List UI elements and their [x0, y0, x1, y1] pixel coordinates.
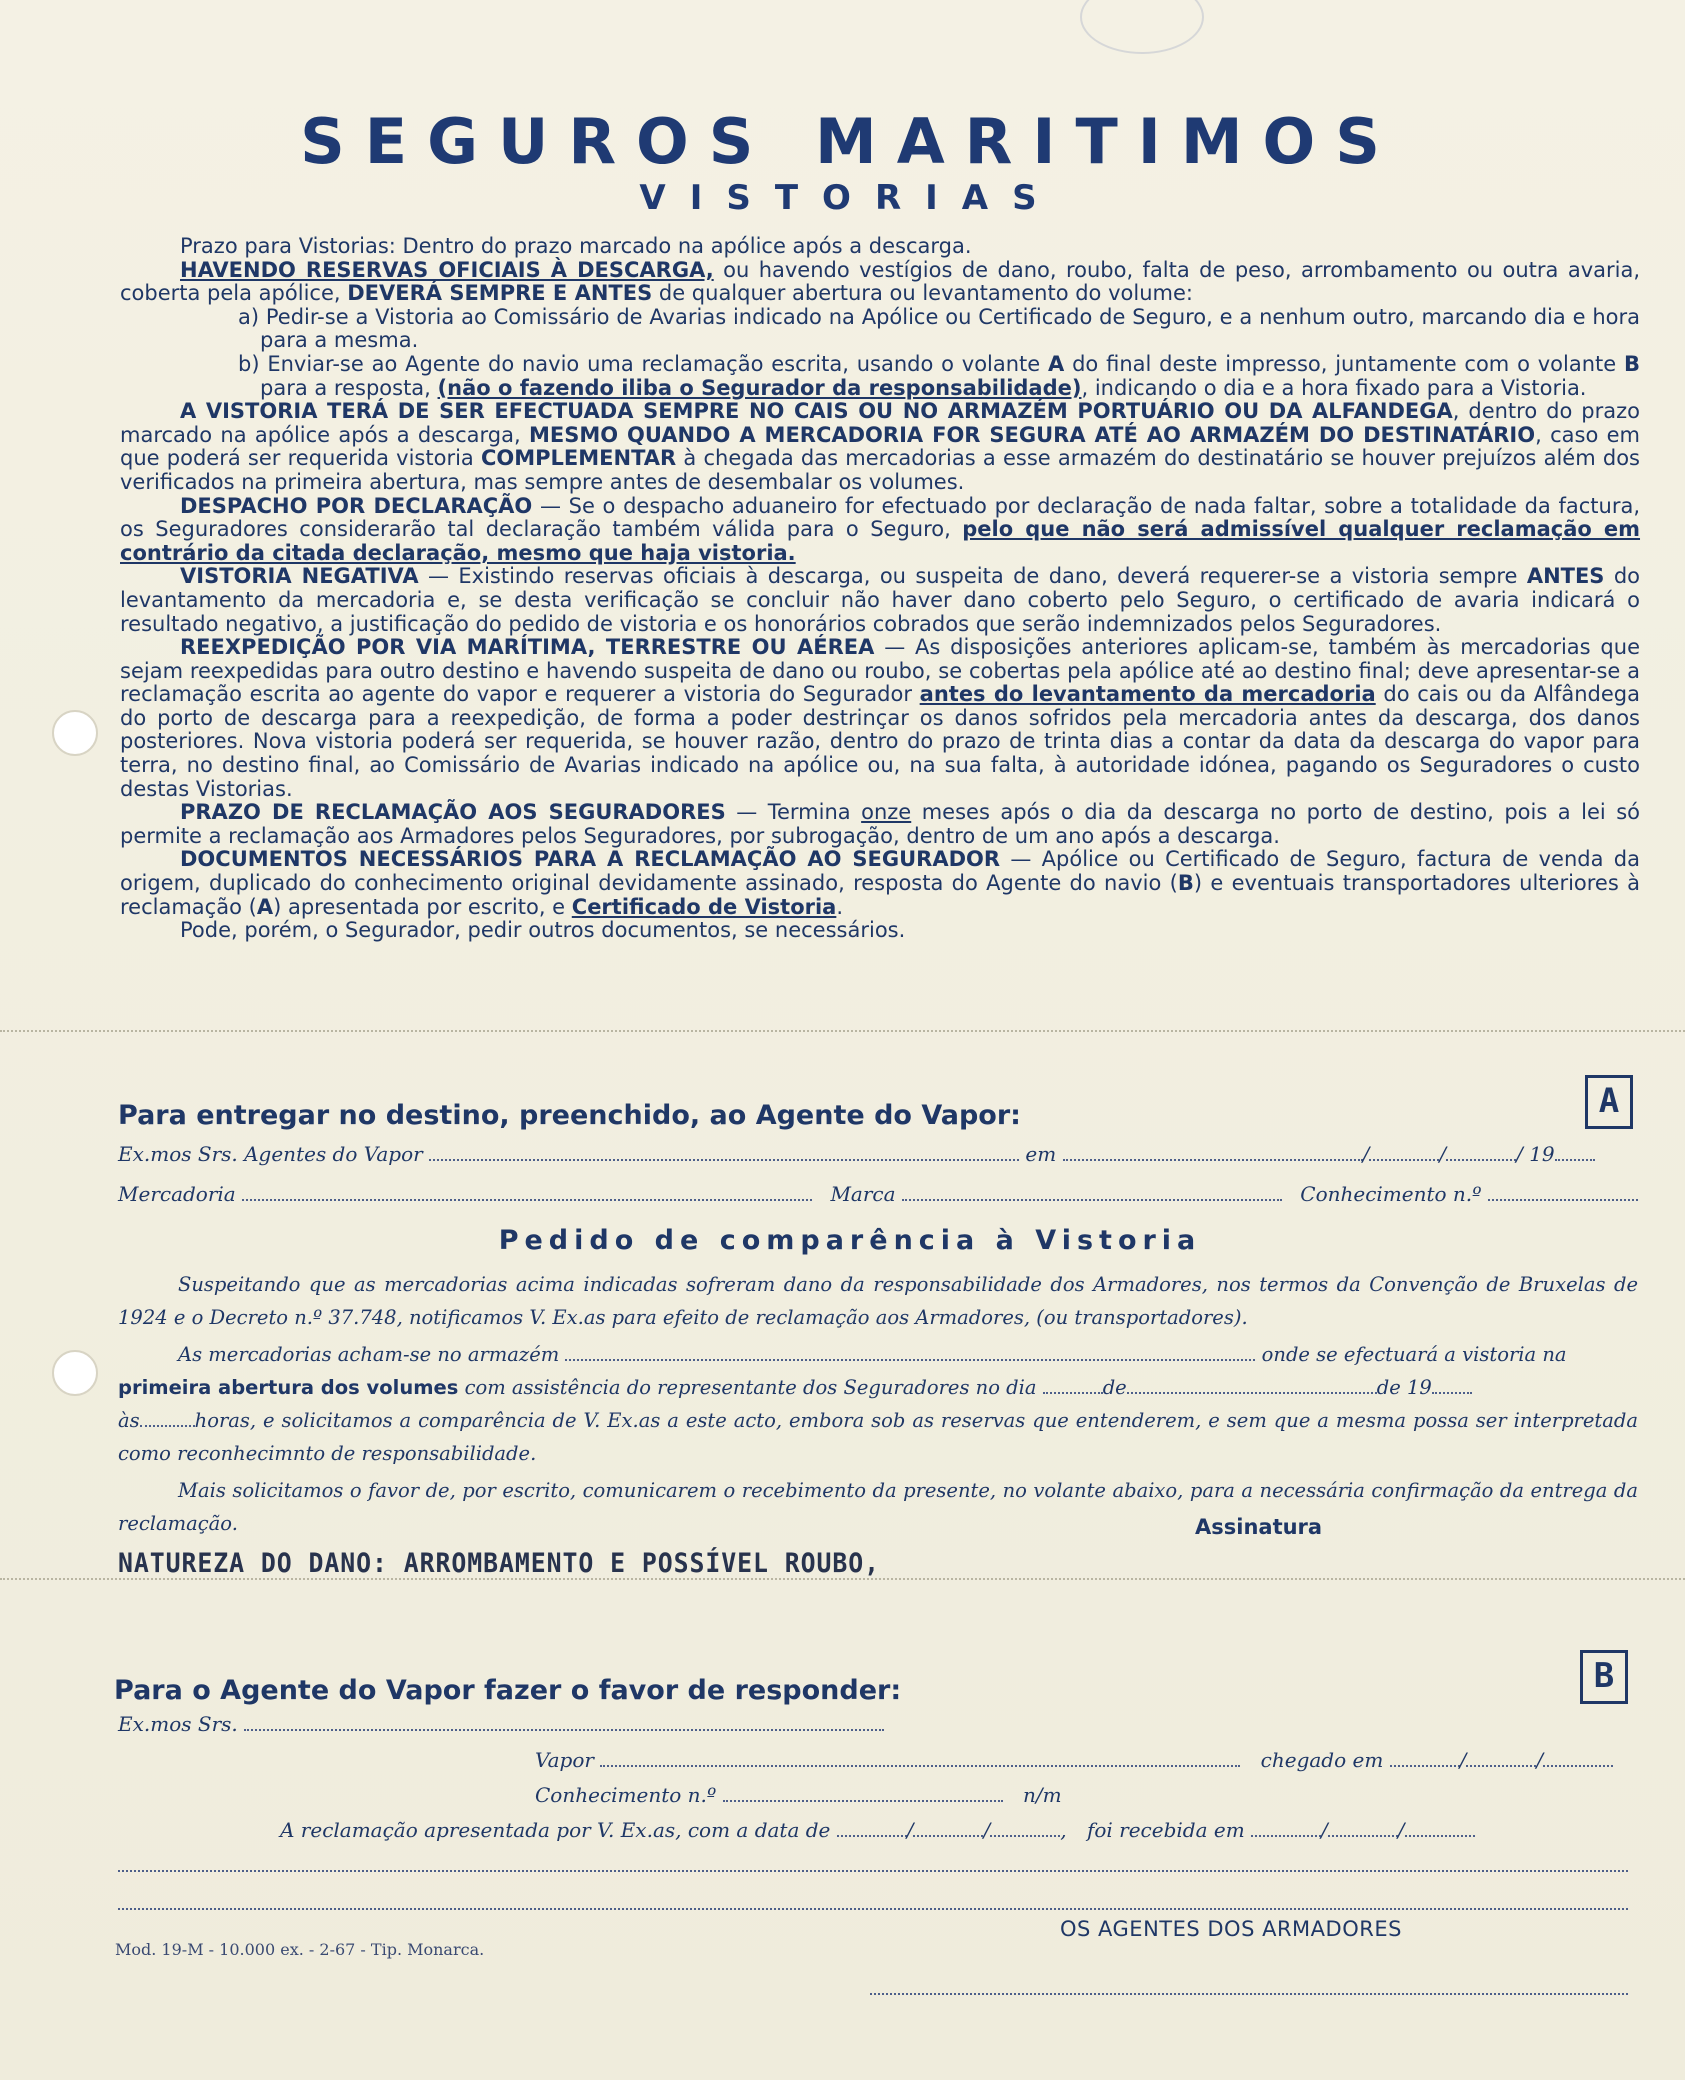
- field-label: Vapor: [535, 1748, 594, 1772]
- exmos-field[interactable]: [244, 1715, 884, 1731]
- date-field[interactable]: [1466, 1751, 1536, 1767]
- terms-bold: A: [256, 894, 274, 919]
- terms-text: ) apresentada por escrito, e: [273, 894, 572, 919]
- terms-text: meses após o dia da descarga no porto de destino, pois a lei só permite a reclamação aos Armadores pelos Seguradores, por subrogação, dentro de um ano após a descarga.: [120, 800, 1640, 848]
- date-field[interactable]: [1446, 1145, 1516, 1161]
- faded-stamp: [1080, 0, 1204, 54]
- agents-field[interactable]: [429, 1145, 1019, 1161]
- paragraph-text: As mercadorias acham-se no armazém: [178, 1343, 560, 1366]
- terms-bold: COMPLEMENTAR: [481, 446, 677, 471]
- bold-phrase: primeira abertura dos volumes: [118, 1376, 459, 1399]
- tear-line: [0, 1030, 1685, 1032]
- terms-bold: B: [1177, 871, 1194, 896]
- request-paragraph-2: [118, 1338, 1638, 1470]
- terms-item-b: [120, 353, 1640, 400]
- terms-bold: (não o fazendo iliba o Segurador da responsabilidade): [437, 375, 1082, 400]
- date-field[interactable]: [1543, 1751, 1613, 1767]
- armazem-field[interactable]: [565, 1345, 1255, 1361]
- terms-paragraph: [120, 400, 1640, 494]
- terms-section: [120, 235, 1640, 943]
- terms-prazo: Prazo para Vistorias: Dentro do prazo marcado na apólice após a descarga.: [180, 234, 972, 258]
- document-subtitle: VISTORIAS: [639, 178, 1061, 218]
- field-label: Ex.mos Srs. Agentes do Vapor: [118, 1142, 423, 1166]
- blank-line[interactable]: [118, 1908, 1628, 1910]
- terms-text: de qualquer abertura ou levantamento do volume:: [652, 281, 1193, 306]
- form-b-box: B: [1580, 1650, 1628, 1704]
- terms-bold: DOCUMENTOS NECESSÁRIOS PARA A RECLAMAÇÃO AO SEGURADOR: [180, 847, 1001, 872]
- terms-bold: ANTES: [1526, 564, 1605, 589]
- mercadoria-field[interactable]: [242, 1185, 812, 1201]
- field-label: 19: [1529, 1142, 1555, 1166]
- punch-hole: [52, 710, 98, 756]
- paragraph-text: com assistência do representante dos Seguradores no dia: [464, 1376, 1037, 1399]
- form-b-row-exmos: [118, 1712, 918, 1736]
- terms-text: — As disposições anteriores aplicam-se, também às mercadorias que sejam reexpedidas para outro destino e havendo suspeita de dano ou roubo, se cobertas pela apólice até ao destino final; deve apresentar-se a reclamação escrita ao agente do vapor e requerer a vistoria do Segurador: [120, 635, 1640, 707]
- terms-text: — Apólice ou Certificado de Seguro, factura de venda da origem, duplicado do conhecimento original devidamente assinado, resposta do Agente do navio (: [120, 847, 1640, 896]
- terms-bold: VISTORIA NEGATIVA: [180, 564, 419, 589]
- terms-text: para a resposta,: [260, 375, 438, 400]
- form-b-row-conhecimento: [535, 1783, 1645, 1807]
- conhecimento-field[interactable]: [1488, 1185, 1638, 1201]
- date-field[interactable]: [1369, 1145, 1439, 1161]
- field-label: Mercadoria: [118, 1182, 236, 1206]
- hour-field[interactable]: [140, 1411, 195, 1427]
- vapor-field[interactable]: [600, 1751, 1240, 1767]
- paragraph-text: Suspeitando que as mercadorias acima indicadas sofreram dano da responsabilidade dos Armadores, nos termos da Convenção de Bruxelas de 1924 e o Decreto n.º 37.748, notificamos V. Ex.as para efeito de reclamação aos Armadores, (ou transportadores).: [118, 1273, 1638, 1329]
- field-label: foi recebida em: [1086, 1818, 1245, 1842]
- terms-bold: REEXPEDIÇÃO POR VIA MARÍTIMA, TERRESTRE OU AÉREA: [180, 635, 875, 660]
- year-field[interactable]: [1432, 1378, 1472, 1394]
- terms-text: , indicando o dia e a hora fixado para a Vistoria.: [1081, 375, 1587, 400]
- conhecimento-field[interactable]: [723, 1786, 1003, 1802]
- terms-bold: antes do levantamento da mercadoria: [919, 682, 1376, 707]
- form-b-row-reclamacao: A reclamação apresentada por V. Ex.as, com a data de / / , foi recebida em / /: [280, 1818, 1640, 1842]
- request-paragraph-1: [118, 1268, 1638, 1334]
- terms-text: , caso em que poderá ser requerida vistoria: [120, 422, 1640, 471]
- form-b-row-vapor: Vapor chegado em / /: [535, 1748, 1645, 1772]
- terms-text: , dentro do prazo marcado na apólice após a descarga,: [120, 399, 1640, 447]
- terms-bold: Certificado de Vistoria: [571, 894, 837, 919]
- terms-text: ) e eventuais transportadores ulteriores à reclamação (: [120, 871, 1640, 919]
- terms-text: ou havendo vestígios de dano, roubo, falta de peso, arrombamento ou outra avaria, coberta pela apólice,: [120, 257, 1641, 306]
- terms-bold: PRAZO DE RECLAMAÇÃO AOS SEGURADORES: [180, 800, 726, 825]
- paragraph-text: onde se efectuará a vistoria na: [1261, 1343, 1567, 1366]
- terms-text: do levantamento da mercadoria e, se desta verificação se concluir não haver dano coberto pelo Seguro, o certificado de avaria indicará o resultado negativo, a justificação do pedido de vistoria e os honorários cobrados que serão indemnizados pelos Seguradores.: [120, 564, 1640, 636]
- form-a-box: A: [1585, 1075, 1633, 1129]
- paragraph-text: horas, e solicitamos a comparência de V. Ex.as a este acto, embora sob as reservas que entenderem, e sem que a mesma possa ser interpretada como reconhecimnto de responsabilidade.: [118, 1409, 1638, 1465]
- terms-text: b) Enviar-se ao Agente do navio uma reclamação escrita, usando o volante: [238, 351, 1049, 376]
- tear-line: [0, 1578, 1685, 1580]
- terms-bold: B: [1623, 351, 1640, 376]
- terms-text: .: [836, 894, 844, 919]
- terms-text: — Termina: [725, 800, 862, 825]
- terms-underlined: onze: [861, 800, 912, 825]
- terms-bold: A: [1048, 351, 1065, 376]
- terms-paragraph: [120, 636, 1640, 801]
- agents-signature-label: OS AGENTES DOS ARMADORES: [1060, 1917, 1402, 1941]
- date-field[interactable]: [1251, 1821, 1321, 1837]
- terms-text: do final deste impresso, juntamente com o volante: [1064, 351, 1624, 376]
- year-field[interactable]: [1555, 1145, 1595, 1161]
- marca-field[interactable]: [902, 1185, 1282, 1201]
- date-field[interactable]: [1390, 1751, 1460, 1767]
- field-label: Conhecimento n.º: [1300, 1182, 1482, 1206]
- terms-text: à chegada das mercadorias a esse armazém do destinatário se houver prejuízos além dos verificados na primeira abertura, mas sempre antes de desembalar os volumes.: [120, 446, 1640, 494]
- terms-paragraph: Pode, porém, o Segurador, pedir outros documentos, se necessários.: [180, 918, 906, 943]
- terms-paragraph: [120, 848, 1640, 919]
- signature-label: Assinatura: [1195, 1515, 1323, 1539]
- terms-paragraph: [120, 801, 1640, 848]
- paragraph-text: Mais solicitamos o favor de, por escrito, comunicarem o recebimento da presente, no volante abaixo, para a necessária confirmação da entrega da reclamação.: [118, 1479, 1638, 1535]
- request-title: Pedido de comparência à Vistoria: [498, 1225, 1202, 1256]
- terms-bold: HAVENDO RESERVAS OFICIAIS À DESCARGA,: [180, 257, 714, 282]
- field-label: A reclamação apresentada por V. Ex.as, com a data de: [280, 1818, 831, 1842]
- date-field[interactable]: [913, 1821, 983, 1837]
- request-paragraph-3: [118, 1474, 1638, 1540]
- terms-bold: DESPACHO POR DECLARAÇÃO: [180, 493, 533, 518]
- print-imprint: Mod. 19-M - 10.000 ex. - 2-67 - Tip. Monarca.: [115, 1940, 485, 1959]
- date-field[interactable]: [1328, 1821, 1398, 1837]
- field-label: n/m: [1023, 1783, 1062, 1807]
- paragraph-text: de 19: [1376, 1376, 1432, 1399]
- field-label: Conhecimento n.º: [535, 1783, 717, 1807]
- terms-bold: DEVERÁ SEMPRE E ANTES: [347, 281, 653, 306]
- punch-hole: [52, 1350, 98, 1396]
- terms-paragraph: [120, 259, 1640, 306]
- month-field[interactable]: [1127, 1378, 1377, 1394]
- field-label: Ex.mos Srs.: [118, 1712, 238, 1736]
- form-a-heading: Para entregar no destino, preenchido, ao Agente do Vapor:: [118, 1100, 1021, 1131]
- paragraph-text: às: [118, 1409, 140, 1432]
- terms-text: — Se o despacho aduaneiro for efectuado por declaração de nada faltar, sobre a totalidade da factura, os Seguradores considerarão tal declaração também válida para o Seguro,: [120, 493, 1640, 542]
- terms-bold: MESMO QUANDO A MERCADORIA FOR SEGURA ATÉ AO ARMAZÉM DO DESTINATÁRIO: [528, 422, 1536, 447]
- blank-line[interactable]: [118, 1870, 1628, 1872]
- date-field[interactable]: [1063, 1145, 1363, 1161]
- signature-line[interactable]: [870, 1993, 1628, 1995]
- terms-paragraph: [120, 565, 1640, 636]
- date-field[interactable]: [990, 1821, 1060, 1837]
- day-field[interactable]: [1043, 1378, 1103, 1394]
- paragraph-text: de: [1102, 1376, 1127, 1399]
- terms-paragraph: [120, 495, 1640, 566]
- terms-text: do cais ou da Alfândega do porto de descarga para a reexpedição, de forma a poder destrinçar os danos sofridos pela mercadoria antes da descarga, dos danos posteriores. Nova vistoria poderá ser requerida, se houver razão, dentro do prazo de trinta dias a contar da data da descarga do vapor para terra, no destino final, ao Comissário de Avarias indicado na apólice ou, na sua falta, à autoridade idónea, pagando os Seguradores o custo destas Vistorias.: [120, 682, 1640, 801]
- form-a-row-agents: Ex.mos Srs. Agentes do Vapor em / / / 19: [118, 1142, 1638, 1166]
- date-field[interactable]: [1405, 1821, 1475, 1837]
- typed-damage-note: NATUREZA DO DANO: ARROMBAMENTO E POSSÍVEL ROUBO,: [118, 1548, 881, 1579]
- terms-bold: pelo que não será admissível qualquer reclamação em contrário da citada declaração, mesmo que haja vistoria.: [120, 517, 1641, 565]
- date-field[interactable]: [837, 1821, 907, 1837]
- field-label: em: [1025, 1142, 1057, 1166]
- form-b-heading: Para o Agente do Vapor fazer o favor de responder:: [114, 1675, 902, 1706]
- field-label: Marca: [830, 1182, 896, 1206]
- form-a-row-goods: [118, 1182, 1638, 1206]
- terms-text: — Existindo reservas oficiais à descarga, ou suspeita de dano, deverá requerer-se a vistoria sempre: [418, 564, 1527, 589]
- terms-bold: A VISTORIA TERÁ DE SER EFECTUADA SEMPRE NO CAIS OU NO ARMAZÉM PORTUÁRIO OU DA ALFANDEGA: [180, 399, 1453, 424]
- document-title: SEGUROS MARITIMOS: [300, 105, 1400, 178]
- terms-item-a: a) Pedir-se a Vistoria ao Comissário de Avarias indicado na Apólice ou Certificado de Seguro, e a nenhum outro, marcando dia e hora para a mesma.: [238, 304, 1640, 353]
- field-label: chegado em: [1260, 1748, 1384, 1772]
